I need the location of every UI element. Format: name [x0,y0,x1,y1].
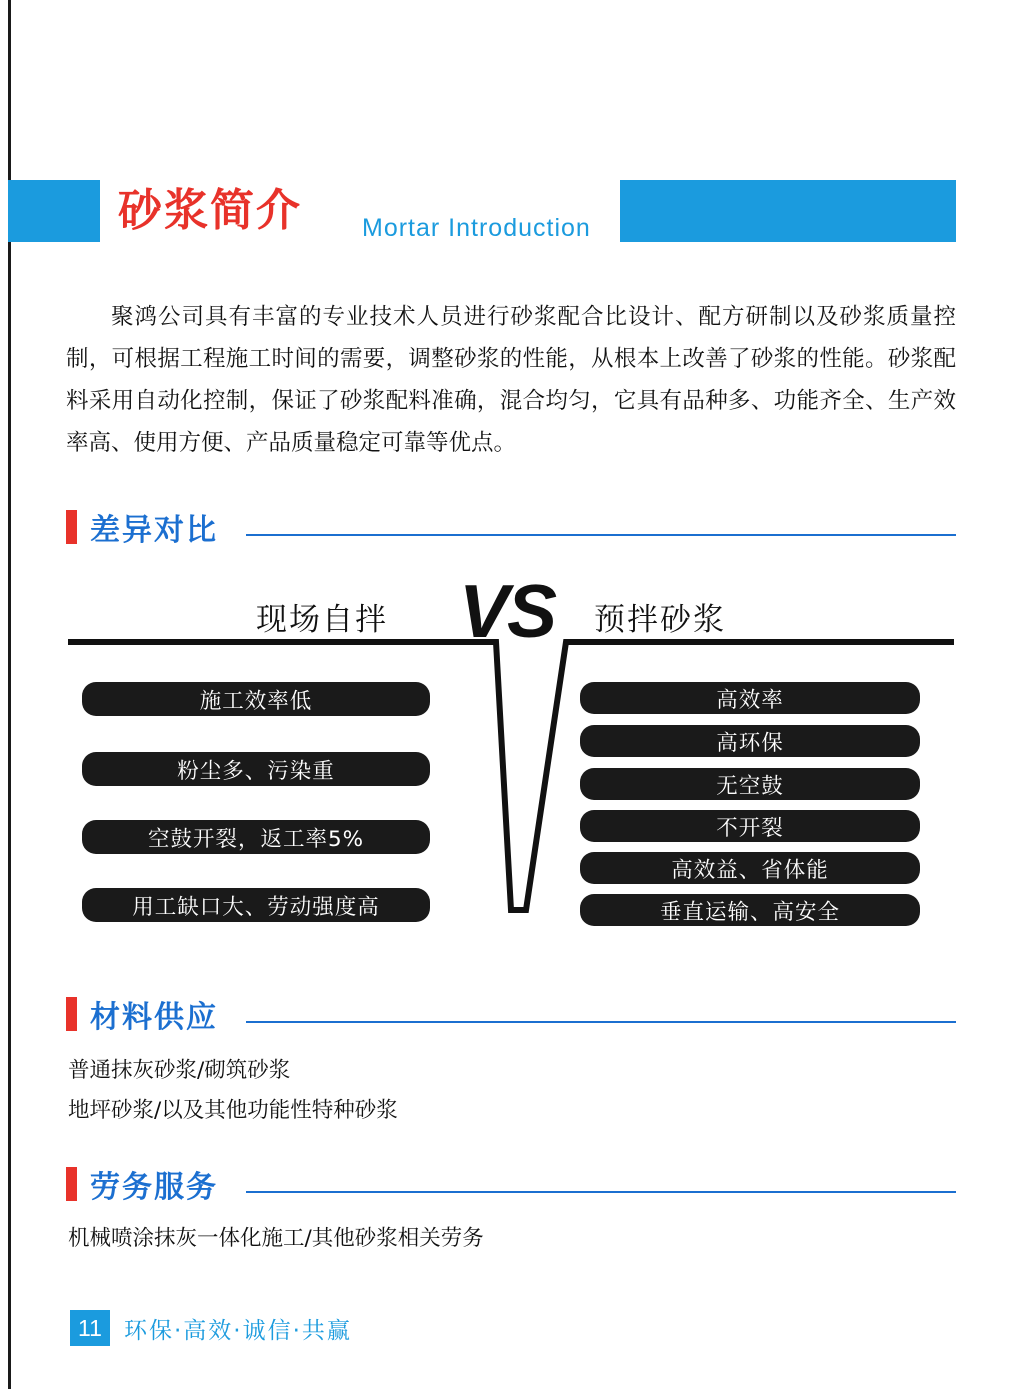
section-accent-bar [66,1167,77,1201]
section-label: 材料供应 [90,1000,218,1035]
page-number-badge: 11 [70,1310,110,1346]
section-heading-materials [66,995,956,1035]
labor-line-1: 机械喷涂抹灰一体化施工/其他砂浆相关劳务 [68,1226,484,1251]
comparison-right-item: 不开裂 [580,810,920,842]
comparison-right-item: 高效益、省体能 [580,852,920,884]
comparison-right-item: 高效率 [580,682,920,714]
comparison-right-item: 垂直运输、高安全 [580,894,920,926]
section-rule [246,1021,956,1023]
intro-paragraph: 聚鸿公司具有丰富的专业技术人员进行砂浆配合比设计、配方研制以及砂浆质量控制，可根据工程施工时间的需要，调整砂浆的性能，从根本上改善了砂浆的性能。砂浆配料采用自动化控制，保证了砂浆配料准确，混合均匀，它具有品种多、功能齐全、生产效率高、使用方便、产品质量稳定可靠等优点。 [66,304,956,456]
page-title-cn: 砂浆简介 [118,185,302,236]
section-heading-comparison [66,508,956,548]
comparison-left-item: 施工效率低 [82,682,430,716]
footer-slogan: 环保·高效·诚信·共赢 [124,1318,352,1344]
materials-line-2: 地坪砂浆/以及其他功能性特种砂浆 [68,1098,398,1123]
section-label: 劳务服务 [90,1170,218,1205]
comparison-left-item: 空鼓开裂，返工率5% [82,820,430,854]
section-accent-bar [66,510,77,544]
section-rule [246,1191,956,1193]
section-heading-labor [66,1165,956,1205]
comparison-block [66,570,956,950]
section-rule [246,534,956,536]
comparison-right-item: 高环保 [580,725,920,757]
comparison-left-item: 用工缺口大、劳动强度高 [82,888,430,922]
section-accent-bar [66,997,77,1031]
comparison-left-title: 现场自拌 [256,602,388,638]
materials-line-1: 普通抹灰砂浆/砌筑砂浆 [68,1058,291,1083]
comparison-right-title: 预拌砂浆 [594,602,726,638]
comparison-vs-label: VS [459,569,556,653]
page-title-en: Mortar Introduction [362,214,591,242]
comparison-right-item: 无空鼓 [580,768,920,800]
comparison-left-item: 粉尘多、污染重 [82,752,430,786]
section-label: 差异对比 [90,513,218,548]
